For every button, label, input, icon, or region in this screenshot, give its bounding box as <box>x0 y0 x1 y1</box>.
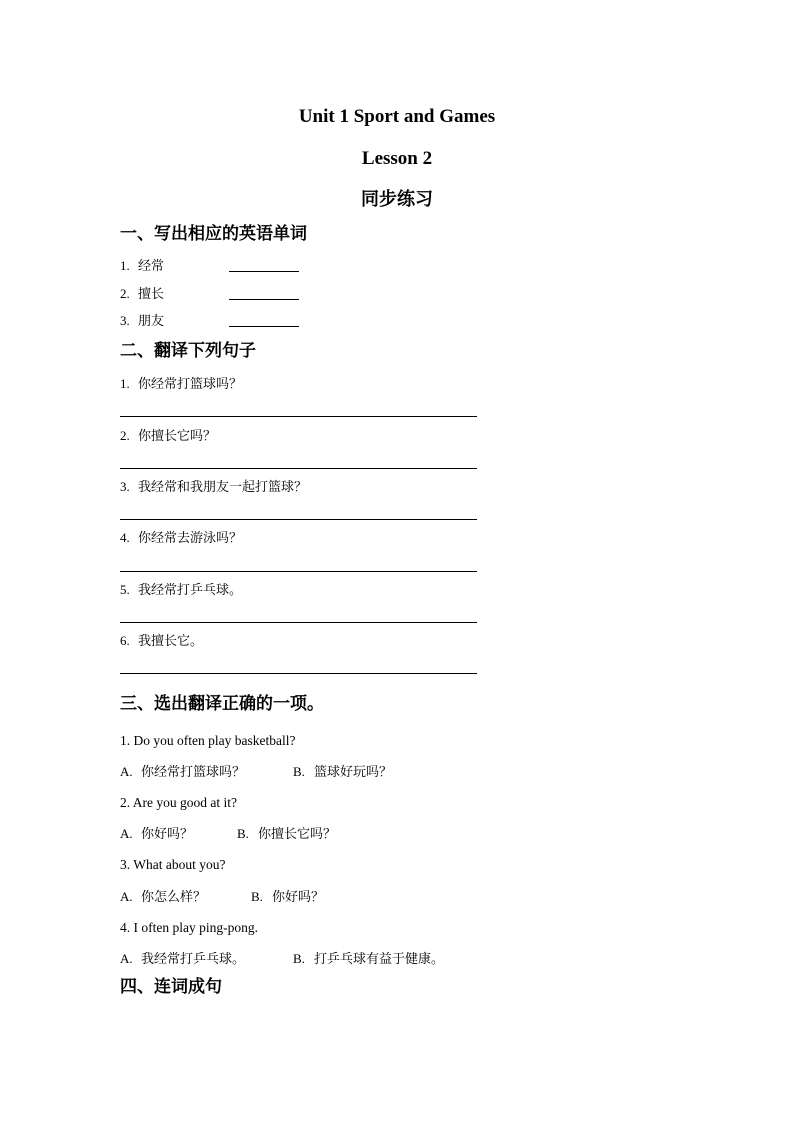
option-letter: A. <box>120 764 133 779</box>
item-number: 2. <box>120 428 130 443</box>
item-number: 2. <box>120 286 130 301</box>
option-text: 打乒乓球有益于健康。 <box>314 952 445 967</box>
choice-question-4: 4. I often play ping-pong. <box>120 920 258 935</box>
option-text: 你擅长它吗？ <box>258 827 337 842</box>
section-3-heading: 三、选出翻译正确的一项。 <box>120 694 324 714</box>
option-text: 篮球好玩吗？ <box>314 765 393 780</box>
sentence-answer-line-5[interactable] <box>120 622 477 623</box>
item-number: 5. <box>120 582 130 597</box>
sentence-item-4 <box>120 529 242 548</box>
worksheet-subtitle: 同步练习 <box>361 189 433 210</box>
item-text: 我经常打乒乓球。 <box>138 583 243 598</box>
option-letter: B. <box>293 764 305 779</box>
option-text: 你好吗？ <box>141 827 194 842</box>
word-answer-blank-3[interactable] <box>229 326 299 327</box>
option-text: 你经常打篮球吗？ <box>141 765 246 780</box>
choice-question-1: 1. Do you often play basketball? <box>120 733 296 748</box>
sentence-answer-line-6[interactable] <box>120 673 477 674</box>
choice-option-a[interactable] <box>120 888 206 907</box>
item-text: 你经常打篮球吗？ <box>138 377 243 392</box>
option-letter: B. <box>237 826 249 841</box>
word-item-3 <box>120 312 164 331</box>
section-2-heading: 二、翻译下列句子 <box>120 341 256 361</box>
item-number: 6. <box>120 633 130 648</box>
sentence-item-5 <box>120 581 242 600</box>
item-text: 经常 <box>138 259 165 274</box>
sentence-item-2 <box>120 427 216 446</box>
word-item-1 <box>120 257 164 276</box>
option-text: 我经常打乒乓球。 <box>141 952 246 967</box>
option-letter: B. <box>251 889 263 904</box>
sentence-answer-line-4[interactable] <box>120 571 477 572</box>
section-4-heading: 四、连词成句 <box>120 977 222 997</box>
sentence-item-1 <box>120 375 242 394</box>
sentence-item-3 <box>120 478 307 497</box>
item-number: 4. <box>120 530 130 545</box>
sentence-answer-line-1[interactable] <box>120 416 477 417</box>
choice-option-a[interactable] <box>120 950 245 969</box>
word-answer-blank-2[interactable] <box>229 299 299 300</box>
item-text: 我经常和我朋友一起打篮球？ <box>138 480 308 495</box>
item-text: 你经常去游泳吗？ <box>138 531 243 546</box>
item-number: 3. <box>120 479 130 494</box>
option-letter: A. <box>120 826 133 841</box>
section-1-heading: 一、写出相应的英语单词 <box>120 224 307 244</box>
item-text: 擅长 <box>138 287 165 302</box>
choice-option-b[interactable] <box>237 825 336 844</box>
choice-question-3: 3. What about you? <box>120 857 226 872</box>
item-text: 我擅长它。 <box>138 634 204 649</box>
option-letter: A. <box>120 951 133 966</box>
sentence-item-6 <box>120 632 203 651</box>
item-number: 3. <box>120 313 130 328</box>
word-item-2 <box>120 285 164 304</box>
sentence-answer-line-3[interactable] <box>120 519 477 520</box>
item-text: 朋友 <box>138 314 165 329</box>
option-letter: A. <box>120 889 133 904</box>
word-answer-blank-1[interactable] <box>229 271 299 272</box>
item-number: 1. <box>120 376 130 391</box>
sentence-answer-line-2[interactable] <box>120 468 477 469</box>
item-number: 1. <box>120 258 130 273</box>
choice-option-b[interactable] <box>251 888 324 907</box>
unit-title: Unit 1 Sport and Games <box>298 106 496 127</box>
option-letter: B. <box>293 951 305 966</box>
option-text: 你好吗？ <box>272 890 325 905</box>
item-text: 你擅长它吗？ <box>138 429 217 444</box>
choice-question-2: 2. Are you good at it? <box>120 795 237 810</box>
option-text: 你怎么样？ <box>141 890 207 905</box>
lesson-title: Lesson 2 <box>361 148 433 169</box>
choice-option-b[interactable] <box>293 763 392 782</box>
choice-option-a[interactable] <box>120 825 193 844</box>
choice-option-a[interactable] <box>120 763 245 782</box>
choice-option-b[interactable] <box>293 950 444 969</box>
